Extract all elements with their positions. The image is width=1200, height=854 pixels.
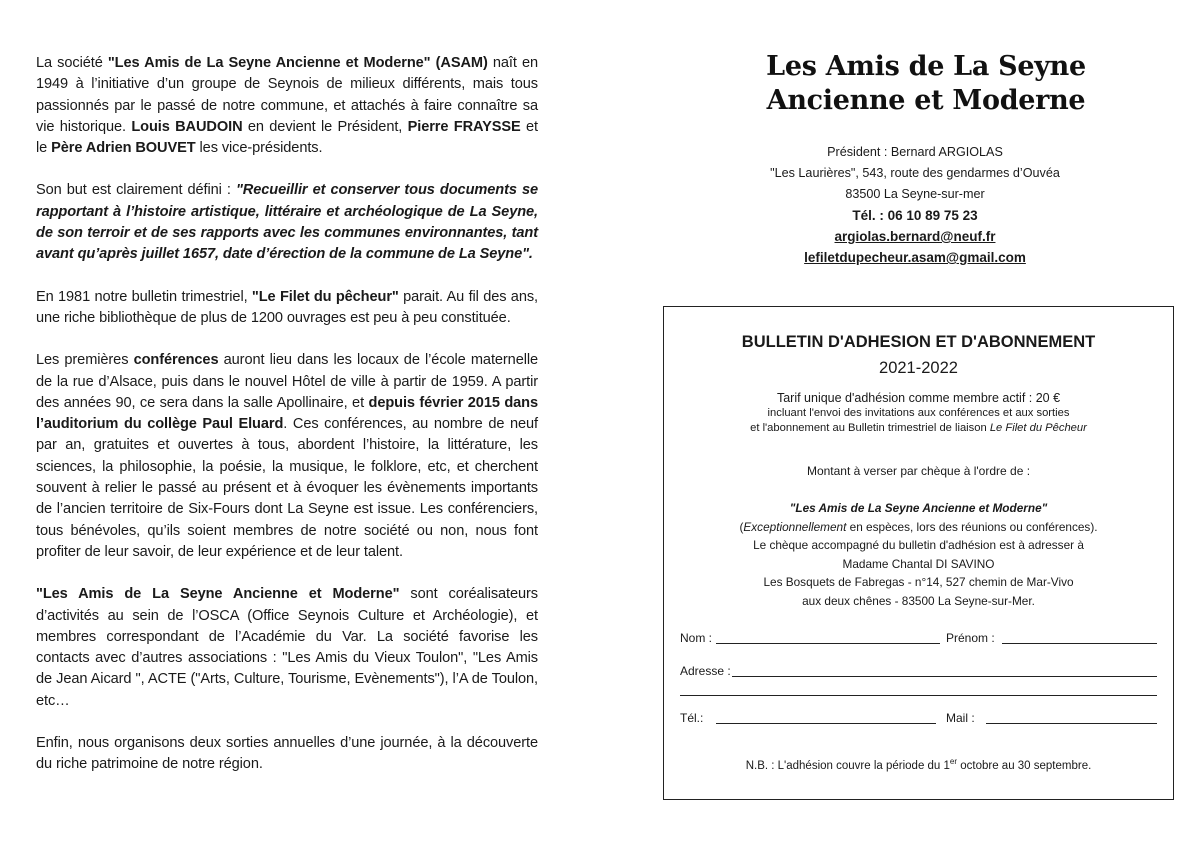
contact-row	[680, 711, 1155, 729]
address-row	[680, 664, 1155, 682]
text: les vice-présidents.	[195, 140, 323, 157]
title-line: Les Amis de La Seyne	[766, 51, 1086, 82]
text: En 1981 notre bulletin trimestriel,	[36, 288, 252, 305]
tel-label: Tél.:	[680, 711, 704, 725]
text-italic: Exceptionnellement	[743, 519, 847, 534]
text: naît en 1949 à l’initiative d’un groupe de Seynois de milieux différents, mais tous passionnés par le passé de notre commune, et attachés à faire connaître sa vie historique.	[36, 55, 538, 135]
address-line: "Les Laurières", 543, route des gendarmes d’Ouvéa	[770, 166, 1060, 180]
text: et l'abonnement au Bulletin trimestriel de liaison	[750, 422, 990, 434]
text-bold-italic: "Recueillir et conserver tous documents se rapportant à l’histoire artistique, littéraire et archéologique de La Seyne, de son terroir et de ses rapports avec les communes environnantes, tant avant qu’après juillet 1657, date d’érection de la commune de La Seyne".	[36, 182, 538, 263]
paragraph-conferences	[36, 350, 538, 563]
text: parait. Au fil des ans, une riche bibliothèque de plus de 1200 ouvrages est peu à peu constituée.	[36, 288, 538, 326]
prenom-label: Prénom :	[946, 631, 995, 645]
payee: "Les Amis de La Seyne Ancienne et Moderne"	[789, 501, 1048, 515]
membership-period-note	[664, 757, 1173, 772]
text-bold: depuis février 2015 dans l’auditorium du collège Paul Eluard	[36, 394, 538, 433]
nom-field[interactable]	[716, 643, 940, 644]
text: et le	[36, 118, 538, 157]
text-sup: er	[949, 757, 958, 766]
text: octobre au 30 septembre.	[957, 759, 1092, 772]
adresse-label: Adresse :	[680, 664, 731, 678]
recipient-address: Les Bosquets de Fabregas - n°14, 527 chemin de Mar-Vivo	[763, 575, 1074, 589]
address-row-2	[680, 683, 1155, 701]
association-title	[682, 50, 1170, 118]
adresse-field-2[interactable]	[680, 695, 1157, 696]
text: en devient le Président,	[242, 118, 408, 135]
text: Les premières	[36, 352, 134, 369]
form-title: BULLETIN D'ADHESION ET D'ABONNEMENT	[741, 333, 1096, 351]
text-bold: Louis BAUDOIN	[131, 118, 243, 135]
text: Son but est clairement défini :	[36, 182, 236, 199]
tarif-line	[664, 421, 1173, 436]
phone: Tél. : 06 10 89 75 23	[852, 208, 978, 223]
email-link[interactable]: argiolas.bernard@neuf.fr	[834, 229, 996, 244]
text: . Ces conférences, au nombre de neuf par an, gratuites et ouvertes à tous, abordent l’histoire, la littérature, les sciences, la philosophie, la poésie, la musique, le folklore, etc, et cherchent souvent à relier le passé au présent et à évoquer les évènements importants de l’ancien territoire de Six-Fours dont La Seyne est issue. Les conférenciers, tous bénévoles, qu’ils soient membres de notre société ou non, nous font profiter de leur savoir, de leur expérience et de leur talent.	[36, 416, 538, 560]
text: auront lieu dans les locaux de l’école maternelle de la rue d’Alsace, puis dans le nouvel Hôtel de ville à partir de 1959. A partir des années 90, ce sera dans la salle Apollinaire, et	[36, 352, 539, 411]
paragraph-partners	[36, 584, 538, 712]
membership-form	[663, 306, 1174, 800]
text-bold: Pierre FRAYSSE	[407, 118, 521, 135]
mail-label: Mail :	[946, 711, 975, 725]
cheque-note: Le chèque accompagné du bulletin d'adhésion est à adresser à	[753, 538, 1084, 552]
text: La société	[36, 55, 108, 71]
header-block	[660, 50, 1170, 268]
address-line: 83500 La Seyne-sur-mer	[845, 187, 985, 201]
contact-info	[660, 142, 1170, 268]
payment-instruction: Montant à verser par chèque à l'ordre de :	[806, 464, 1031, 478]
text-italic: Le Filet du Pêcheur	[989, 422, 1087, 434]
name-row	[680, 631, 1155, 649]
text-bold: conférences	[133, 352, 219, 369]
form-year: 2021-2022	[879, 359, 958, 377]
tel-field[interactable]	[716, 723, 936, 724]
text-bold: Père Adrien BOUVET	[51, 140, 196, 157]
recipient-address: aux deux chênes - 83500 La Seyne-sur-Mer.	[802, 593, 1035, 608]
tarif-info	[664, 391, 1173, 436]
tarif-line: Tarif unique d'adhésion comme membre actif : 20 €	[776, 391, 1061, 405]
paragraph-goal	[36, 180, 538, 265]
text-bold: "Les Amis de La Seyne Ancienne et Moderne"	[36, 586, 400, 603]
nom-label: Nom :	[680, 631, 713, 645]
president: Président : Bernard ARGIOLAS	[827, 145, 1003, 159]
payment-details	[664, 499, 1173, 610]
text: sont coréalisateurs d’activités au sein de l’OSCA (Office Seynois Culture et Archéologie), et membres correspondant de l’Académie du Var. La société favorise les contacts avec d’autres associations : "Les Amis du Vieux Toulon", "Les Amis de Jean Aicard ", ACTE ("Arts, Culture, Tourisme, Evènements"), l’A de Toulon, etc…	[36, 586, 538, 709]
presentation-text	[36, 53, 538, 797]
paragraph-founding	[36, 53, 538, 159]
text: en espèces, lors des réunions ou conférences).	[846, 519, 1098, 534]
text-bold: "Le Filet du pêcheur"	[251, 288, 399, 305]
recipient: Madame Chantal DI SAVINO	[842, 556, 995, 571]
mail-field[interactable]	[986, 723, 1157, 724]
title-line: Ancienne et Moderne	[766, 85, 1086, 116]
paragraph-outings: Enfin, nous organisons deux sorties annuelles d’une journée, à la découverte du riche patrimoine de notre région.	[36, 735, 538, 773]
cash-note: (Exceptionnellement en espèces, lors des réunions ou conférences).	[739, 519, 1098, 534]
text-bold: "Les Amis de La Seyne Ancienne et Moderne" (ASAM)	[107, 55, 488, 71]
tarif-line: incluant l'envoi des invitations aux conférences et aux sorties	[767, 407, 1070, 419]
paragraph-bulletin	[36, 287, 538, 330]
email-link[interactable]: lefiletdupecheur.asam@gmail.com	[804, 250, 1026, 265]
text: N.B. : L'adhésion couvre la période du 1	[745, 759, 950, 772]
prenom-field[interactable]	[1002, 643, 1157, 644]
adresse-field[interactable]	[732, 676, 1157, 677]
